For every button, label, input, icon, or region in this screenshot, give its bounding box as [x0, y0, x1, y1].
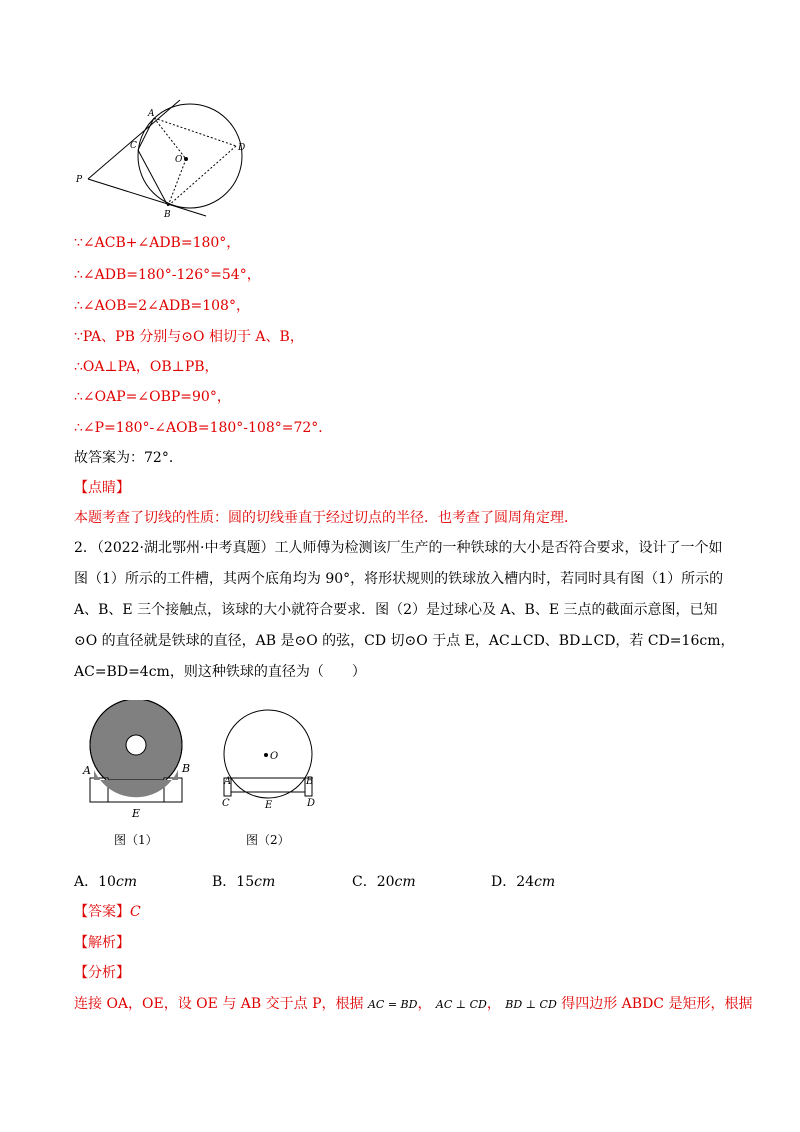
question-line-4: ⊙O 的直径就是铁球的直径，AB 是⊙O 的弦，CD 切⊙O 于点 E，AC⊥CD、BD⊥CD，若 CD=16cm， — [74, 633, 735, 649]
label-O: O — [175, 155, 183, 165]
solution-line-4: ∵PA、PB 分别与⊙O 相切于 A、B， — [74, 329, 304, 345]
fig2-label-A: A — [224, 776, 232, 787]
option-a-letter: A． — [74, 874, 99, 890]
question-line-5: AC=BD=4cm，则这种铁球的直径为（ ） — [74, 664, 366, 680]
dianjing-header: 【点睛】 — [74, 480, 130, 496]
fenxi-math-2: AC ⊥ CD — [435, 998, 487, 1011]
dianjing-text: 本题考查了切线的性质：圆的切线垂直于经过切点的半径．也考查了圆周角定理． — [74, 510, 578, 526]
solution-line-1: ∵∠ACB+∠ADB=180°， — [74, 235, 241, 251]
iron-ball-figure — [80, 700, 320, 850]
option-b-unit: cm — [254, 874, 276, 890]
option-b-value: 15 — [236, 874, 255, 890]
solution-line-2: ∴∠ADB=180°-126°=54°， — [74, 267, 261, 283]
question-number: 2． — [74, 540, 97, 556]
question-line-1-rest: 工人师傅为检测该厂生产的一种铁球的大小是否符合要求，设计了一个如 — [274, 540, 723, 556]
fenxi-sep-2: ， — [486, 996, 501, 1012]
option-d-unit: cm — [534, 874, 556, 890]
question-line-1 — [74, 538, 722, 558]
option-a-value: 10 — [98, 874, 116, 890]
tangent-circle-figure — [72, 96, 252, 224]
fig1-label-A: A — [83, 764, 91, 777]
answer-value: C — [130, 904, 141, 920]
jiexi-header: 【解析】 — [74, 935, 130, 951]
fig2-label-E: E — [265, 800, 273, 811]
option-d-value: 24 — [516, 874, 535, 890]
option-c-value: 20 — [376, 874, 395, 890]
solution-line-5: ∴OA⊥PA，OB⊥PB， — [74, 359, 219, 375]
label-D: D — [238, 143, 246, 153]
question-line-3: A、B、E 三个接触点，该球的大小就符合要求．图（2）是过球心及 A、B、E 三点的截面示意图，已知 — [74, 602, 718, 618]
label-C: C — [130, 141, 137, 151]
fig1-label-B: B — [182, 762, 191, 775]
option-c-unit: cm — [394, 874, 416, 890]
question-line-2: 图（1）所示的工件槽，其两个底角均为 90°，将形状规则的铁球放入槽内时，若同时具有图（1）所示的 — [74, 571, 724, 587]
solution-line-3: ∴∠AOB=2∠ADB=108°， — [74, 298, 250, 314]
fenxi-text-2: 得四边形 ABDC 是矩形，根据 — [561, 996, 753, 1012]
caption-figure-1: 图（1） — [114, 833, 158, 847]
option-b[interactable] — [212, 872, 275, 892]
answer-header: 【答案】 — [74, 904, 130, 920]
option-a-unit: cm — [115, 874, 138, 890]
fig2-label-B: B — [306, 776, 314, 787]
fenxi-line — [74, 994, 752, 1015]
fig2-label-C: C — [222, 798, 230, 809]
solution-line-6: ∴∠OAP=∠OBP=90°， — [74, 389, 231, 405]
answer-block — [74, 902, 141, 922]
fenxi-text-1: 连接 OA，OE，设 OE 与 AB 交于点 P，根据 — [74, 996, 364, 1012]
caption-figure-2: 图（2） — [246, 833, 290, 847]
question-source: （2022·湖北鄂州·中考真题） — [96, 540, 275, 556]
label-P: P — [76, 175, 83, 185]
label-B: B — [164, 210, 171, 220]
answer-line: 故答案为：72°． — [74, 450, 183, 466]
fenxi-math-3: BD ⊥ CD — [505, 998, 557, 1011]
option-a[interactable] — [74, 872, 137, 892]
fig1-label-E: E — [132, 807, 141, 820]
fig2-label-O: O — [270, 751, 279, 762]
option-d[interactable] — [491, 872, 555, 892]
label-A: A — [148, 109, 155, 119]
option-c[interactable] — [352, 872, 416, 892]
option-c-letter: C． — [352, 874, 377, 890]
fenxi-math-1: AC = BD — [367, 998, 418, 1011]
fenxi-header: 【分析】 — [74, 965, 130, 981]
fenxi-sep-1: ， — [417, 996, 432, 1012]
fig2-label-D: D — [307, 798, 316, 809]
option-b-letter: B． — [212, 874, 237, 890]
solution-line-7: ∴∠P=180°-∠AOB=180°-108°=72°． — [74, 420, 333, 436]
option-d-letter: D． — [491, 874, 517, 890]
